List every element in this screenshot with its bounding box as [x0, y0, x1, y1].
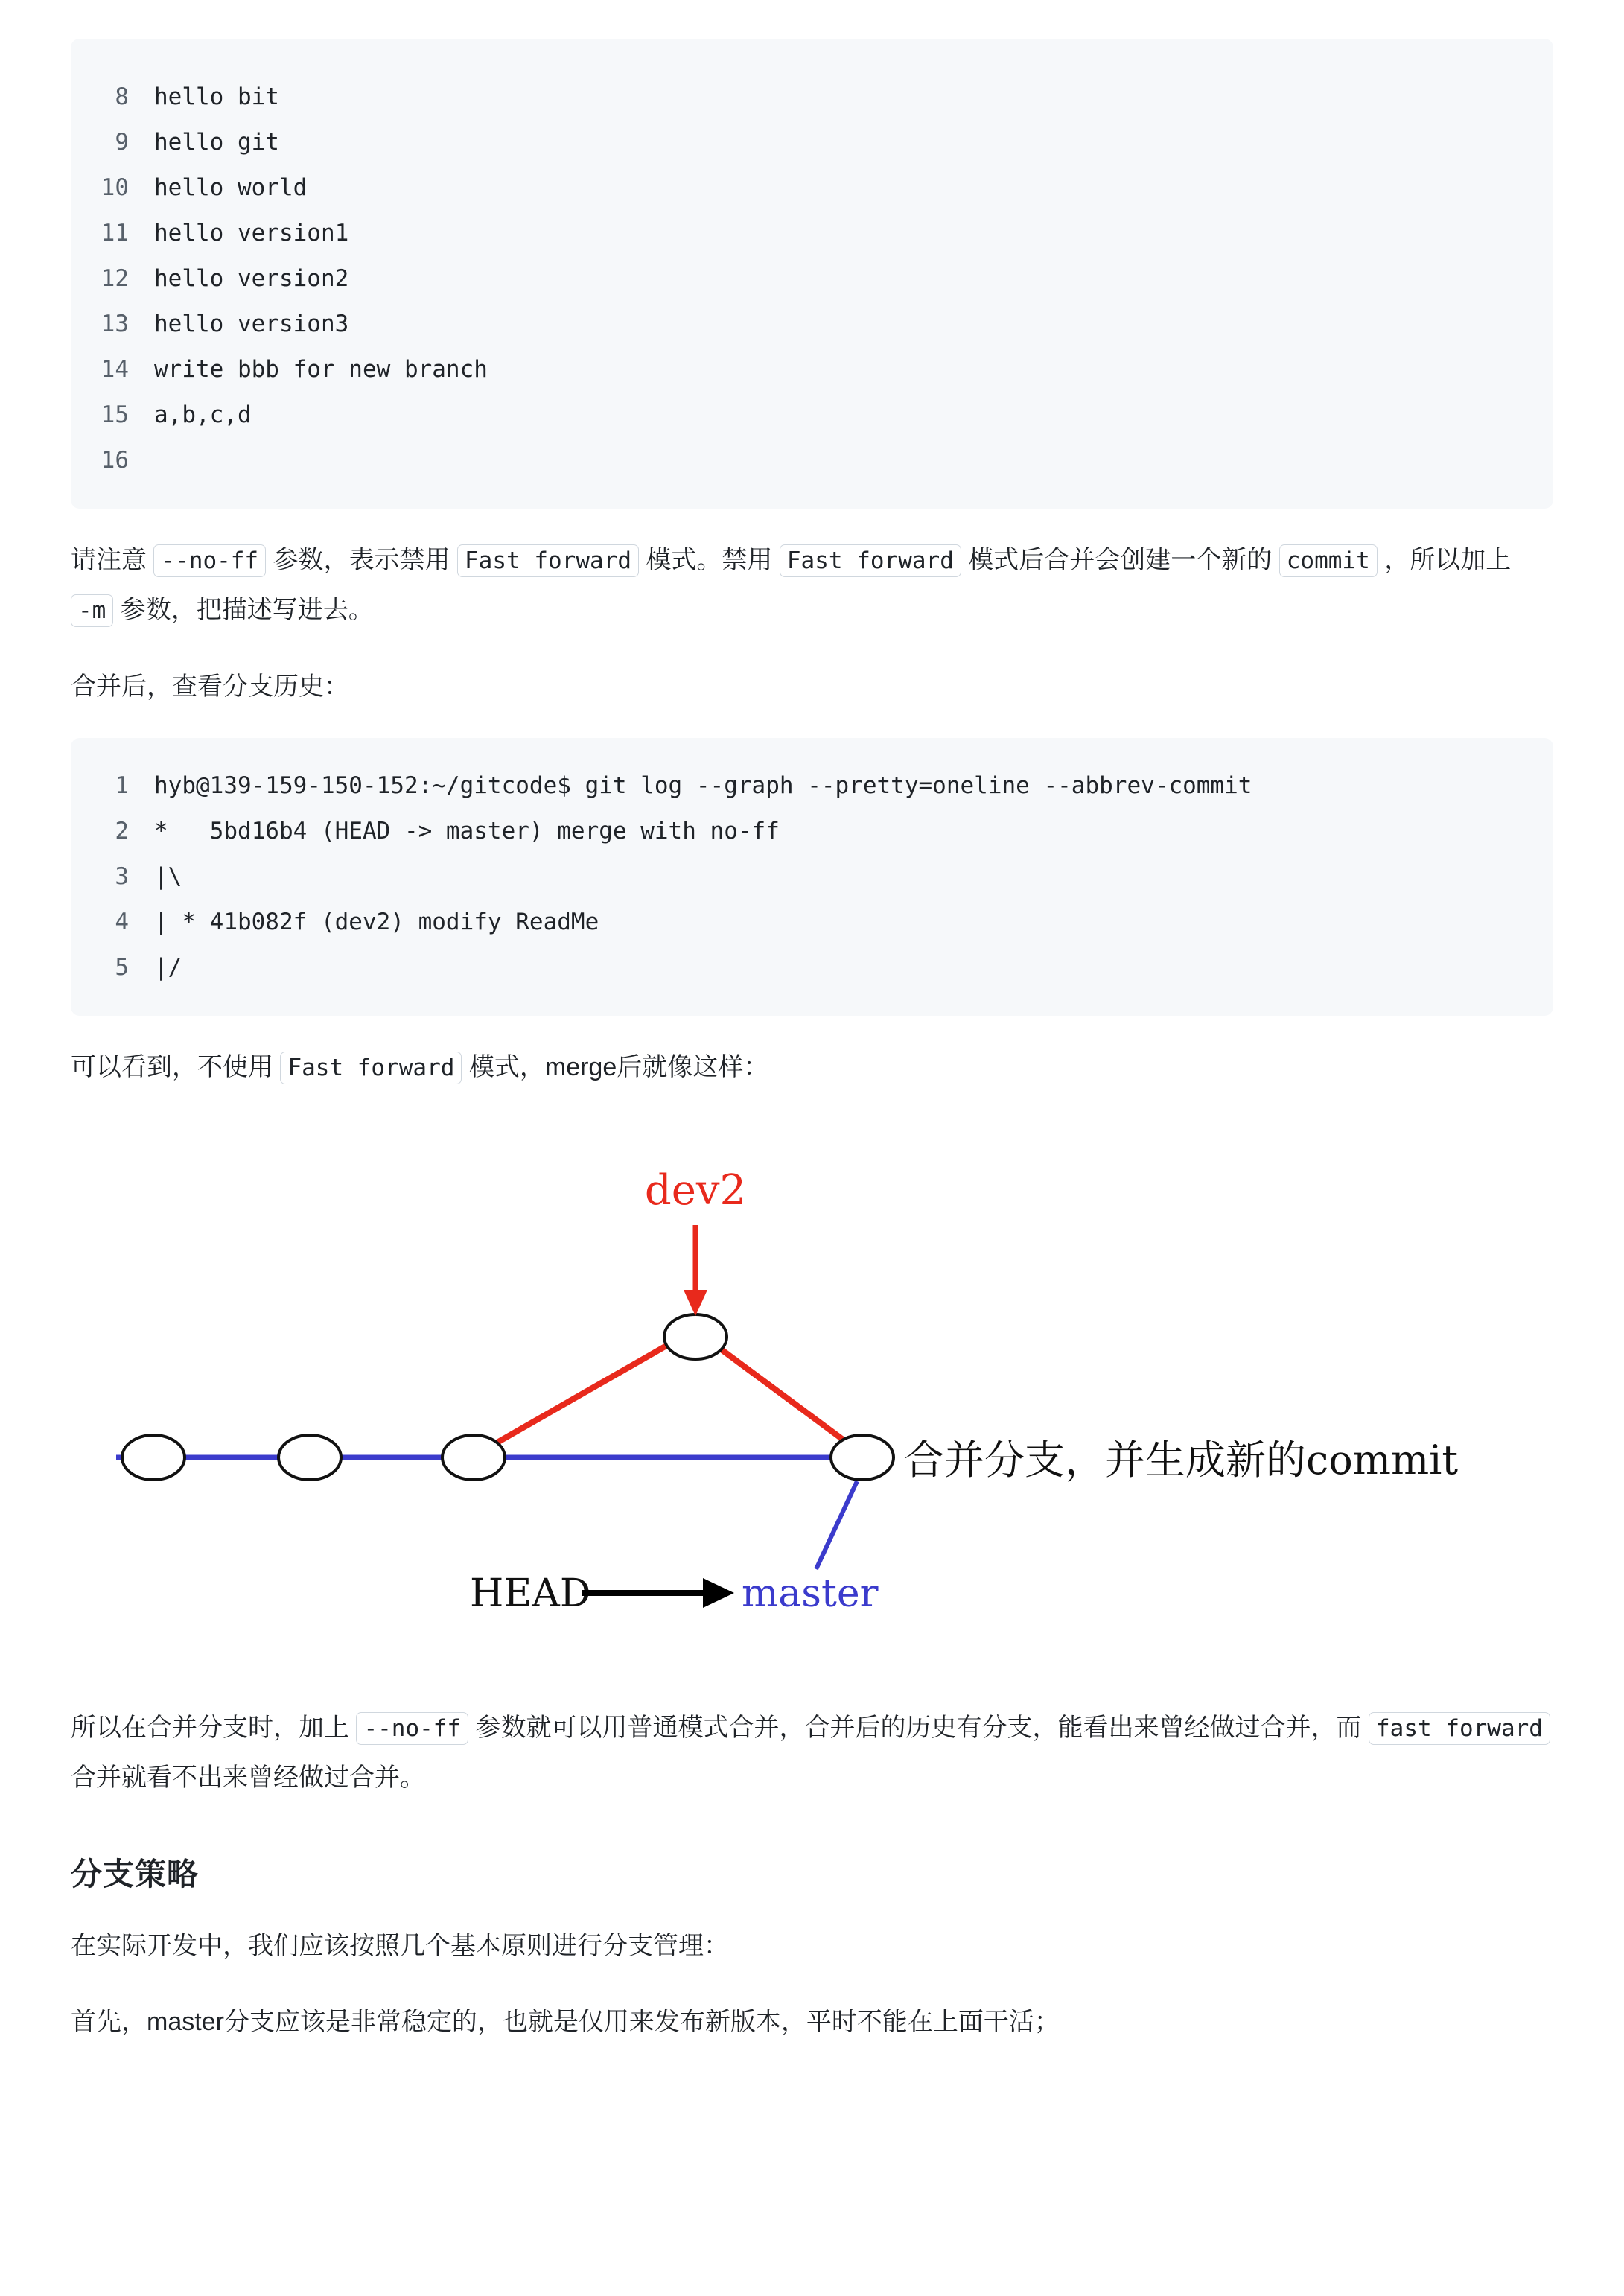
line-text: hello git [154, 129, 279, 156]
line-text: | * 41b082f (dev2) modify ReadMe [154, 909, 599, 935]
paragraph-view-history: 合并后，查看分支历史： [71, 672, 349, 701]
line-number: 9 [115, 129, 129, 156]
commit-node [442, 1435, 505, 1480]
line-text: * 5bd16b4 (HEAD -> master) merge with no-ff [154, 818, 780, 845]
line-text: write bbb for new branch [154, 356, 488, 383]
code-line [71, 211, 1553, 256]
line-text: hello version2 [154, 265, 349, 292]
line-number: 3 [115, 863, 129, 890]
line-number: 16 [101, 447, 129, 474]
line-number: 12 [101, 265, 129, 292]
no-ff-merge-diagram [71, 1137, 1553, 1644]
paragraph-no-ff-summary [71, 1703, 1553, 1802]
line-number: 4 [115, 909, 129, 935]
inline-code-m-flag: -m [71, 594, 113, 627]
head-label: HEAD [469, 1571, 591, 1616]
text-segment: 所以在合并分支时，加上 [71, 1714, 357, 1742]
inline-code-fast-forward: Fast forward [780, 544, 961, 577]
code-block-git-log [71, 738, 1553, 1016]
code-line [71, 165, 1553, 211]
line-number: 5 [115, 954, 129, 981]
dev2-label: dev2 [644, 1166, 746, 1215]
line-number: 10 [101, 174, 129, 201]
line-text: hello world [154, 174, 308, 201]
inline-code-no-ff: --no-ff [153, 544, 266, 577]
text-segment: 模式。禁用 [638, 546, 780, 574]
code-line [71, 900, 1553, 945]
master-pointer-line [816, 1481, 857, 1569]
line-text: |\ [154, 863, 182, 890]
line-text: a,b,c,d [154, 401, 252, 428]
line-text: |/ [154, 954, 182, 981]
branch-line-in [708, 1340, 857, 1450]
paragraph-no-ff-explanation [71, 535, 1553, 635]
code-line [71, 74, 1553, 120]
commit-node [278, 1435, 341, 1480]
paragraph-merge-result [71, 1043, 1553, 1093]
inline-code-fast-forward: fast forward [1369, 1712, 1550, 1745]
inline-code-no-ff: --no-ff [356, 1712, 468, 1745]
head-arrow-head [703, 1578, 734, 1608]
text-segment: 请注意 [71, 546, 154, 574]
inline-code-fast-forward: Fast forward [280, 1052, 462, 1084]
line-number: 2 [115, 818, 129, 845]
text-segment: 参数，把描述写进去。 [113, 596, 374, 624]
text-segment: 参数就可以用普通模式合并，合并后的历史有分支，能看出来曾经做过合并，而 [468, 1714, 1369, 1742]
branch-line-out [474, 1337, 682, 1456]
text-segment: 参数，表示禁用 [266, 546, 458, 574]
commit-node-merge [831, 1435, 894, 1480]
merge-label: 合并分支，并生成新的commit [903, 1437, 1458, 1484]
line-number: 8 [115, 83, 129, 110]
code-line [71, 945, 1553, 990]
line-number: 1 [115, 772, 129, 799]
line-number: 13 [101, 311, 129, 337]
paragraph-branch-principles: 在实际开发中，我们应该按照几个基本原则进行分支管理： [71, 1932, 729, 1960]
line-number: 15 [101, 401, 129, 428]
code-line [71, 347, 1553, 392]
inline-code-fast-forward: Fast forward [457, 544, 639, 577]
commit-node-dev2 [664, 1314, 727, 1359]
line-number: 11 [101, 220, 129, 247]
code-line [71, 302, 1553, 347]
paragraph-master-branch: 首先，master分支应该是非常稳定的，也就是仅用来发布新版本，平时不能在上面干活； [71, 2008, 1060, 2036]
text-segment: 可以看到，不使用 [71, 1053, 281, 1081]
code-line [71, 392, 1553, 438]
text-segment: 模式后合并会创建一个新的 [961, 546, 1279, 574]
line-text: hyb@139-159-150-152:~/gitcode$ git log --graph --pretty=oneline --abbrev-commit [154, 772, 1252, 799]
line-text: hello bit [154, 83, 279, 110]
code-line [71, 438, 1553, 483]
master-label: master [741, 1571, 879, 1616]
text-segment: 合并就看不出来曾经做过合并。 [71, 1764, 425, 1792]
commit-node [122, 1435, 185, 1480]
dev2-arrow-head [684, 1290, 707, 1316]
code-line [71, 256, 1553, 302]
code-block-readme [71, 39, 1553, 509]
line-number: 14 [101, 356, 129, 383]
text-segment: ，所以加上 [1377, 546, 1512, 574]
code-line [71, 854, 1553, 900]
code-line [71, 763, 1553, 809]
line-text: hello version3 [154, 311, 349, 337]
code-line [71, 120, 1553, 165]
page-title: 分支策略 [71, 1857, 200, 1892]
text-segment: 模式，merge后就像这样： [462, 1053, 769, 1081]
line-text: hello version1 [154, 220, 349, 247]
inline-code-commit: commit [1279, 544, 1378, 577]
code-line [71, 809, 1553, 854]
